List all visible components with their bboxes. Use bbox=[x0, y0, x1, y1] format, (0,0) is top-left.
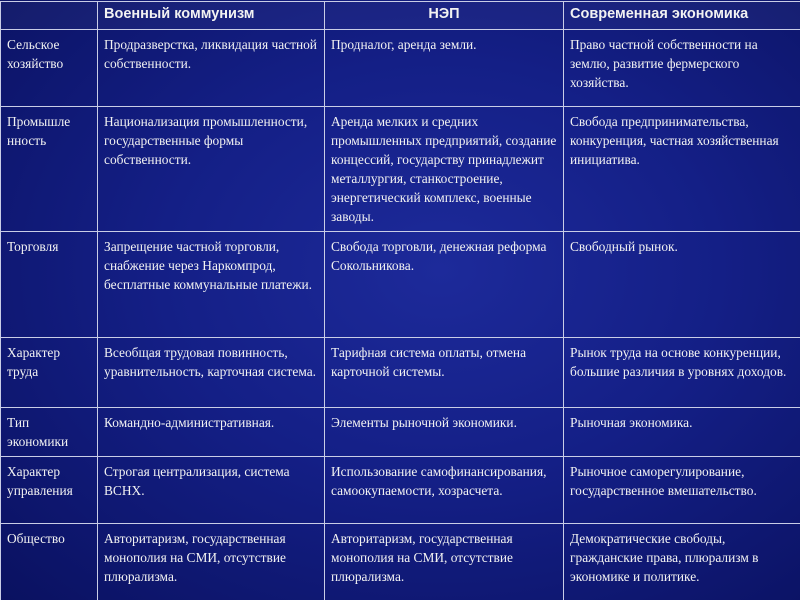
cell-nep: Элементы рыночной экономики. bbox=[325, 408, 564, 457]
header-modern-economy: Современная экономика bbox=[564, 2, 800, 30]
row-label: Торговля bbox=[1, 232, 98, 338]
table-row bbox=[1, 338, 800, 408]
cell-modern: Свобода предпринимательства, конкуренция, частная хозяйственная инициатива. bbox=[564, 107, 800, 232]
header-empty bbox=[1, 2, 98, 30]
cell-nep: Свобода торговли, денежная реформа Сокольникова. bbox=[325, 232, 564, 338]
comparison-table bbox=[0, 1, 800, 600]
table-row bbox=[1, 524, 800, 600]
table-row bbox=[1, 457, 800, 524]
row-label: Промышле нность bbox=[1, 107, 98, 232]
table-row bbox=[1, 107, 800, 232]
row-label: Характер управления bbox=[1, 457, 98, 524]
row-label: Тип экономики bbox=[1, 408, 98, 457]
cell-modern: Демократические свободы, гражданские права, плюрализм в экономике и политике. bbox=[564, 524, 800, 600]
header-war-communism: Военный коммунизм bbox=[98, 2, 325, 30]
cell-nep: Тарифная система оплаты, отмена карточной системы. bbox=[325, 338, 564, 408]
cell-war-communism: Строгая централизация, система ВСНХ. bbox=[98, 457, 325, 524]
cell-nep: Аренда мелких и средних промышленных предприятий, создание концессий, государству принадлежит металлургия, станкостроение, энергетический комплекс, военные заводы. bbox=[325, 107, 564, 232]
cell-modern: Рыночное саморегулирование, государственное вмешательство. bbox=[564, 457, 800, 524]
header-row bbox=[1, 2, 800, 30]
table-row bbox=[1, 232, 800, 338]
cell-war-communism: Запрещение частной торговли, снабжение через Наркомпрод, бесплатные коммунальные платежи. bbox=[98, 232, 325, 338]
cell-war-communism: Авторитаризм, государственная монополия на СМИ, отсутствие плюрализма. bbox=[98, 524, 325, 600]
cell-war-communism: Всеобщая трудовая повинность, уравнительность, карточная система. bbox=[98, 338, 325, 408]
cell-modern: Рыночная экономика. bbox=[564, 408, 800, 457]
table-row bbox=[1, 408, 800, 457]
cell-modern: Свободный рынок. bbox=[564, 232, 800, 338]
cell-modern: Право частной собственности на землю, развитие фермерского хозяйства. bbox=[564, 30, 800, 107]
cell-war-communism: Командно-административная. bbox=[98, 408, 325, 457]
cell-nep: Авторитаризм, государственная монополия на СМИ, отсутствие плюрализма. bbox=[325, 524, 564, 600]
row-label: Характер труда bbox=[1, 338, 98, 408]
row-label: Общество bbox=[1, 524, 98, 600]
header-nep: НЭП bbox=[325, 2, 564, 30]
table-row bbox=[1, 30, 800, 107]
cell-war-communism: Продразверстка, ликвидация частной собственности. bbox=[98, 30, 325, 107]
cell-nep: Использование самофинансирования, самоокупаемости, хозрасчета. bbox=[325, 457, 564, 524]
row-label: Сельское хозяйство bbox=[1, 30, 98, 107]
cell-war-communism: Национализация промышленности, государственные формы собственности. bbox=[98, 107, 325, 232]
cell-modern: Рынок труда на основе конкуренции, большие различия в уровнях доходов. bbox=[564, 338, 800, 408]
cell-nep: Продналог, аренда земли. bbox=[325, 30, 564, 107]
